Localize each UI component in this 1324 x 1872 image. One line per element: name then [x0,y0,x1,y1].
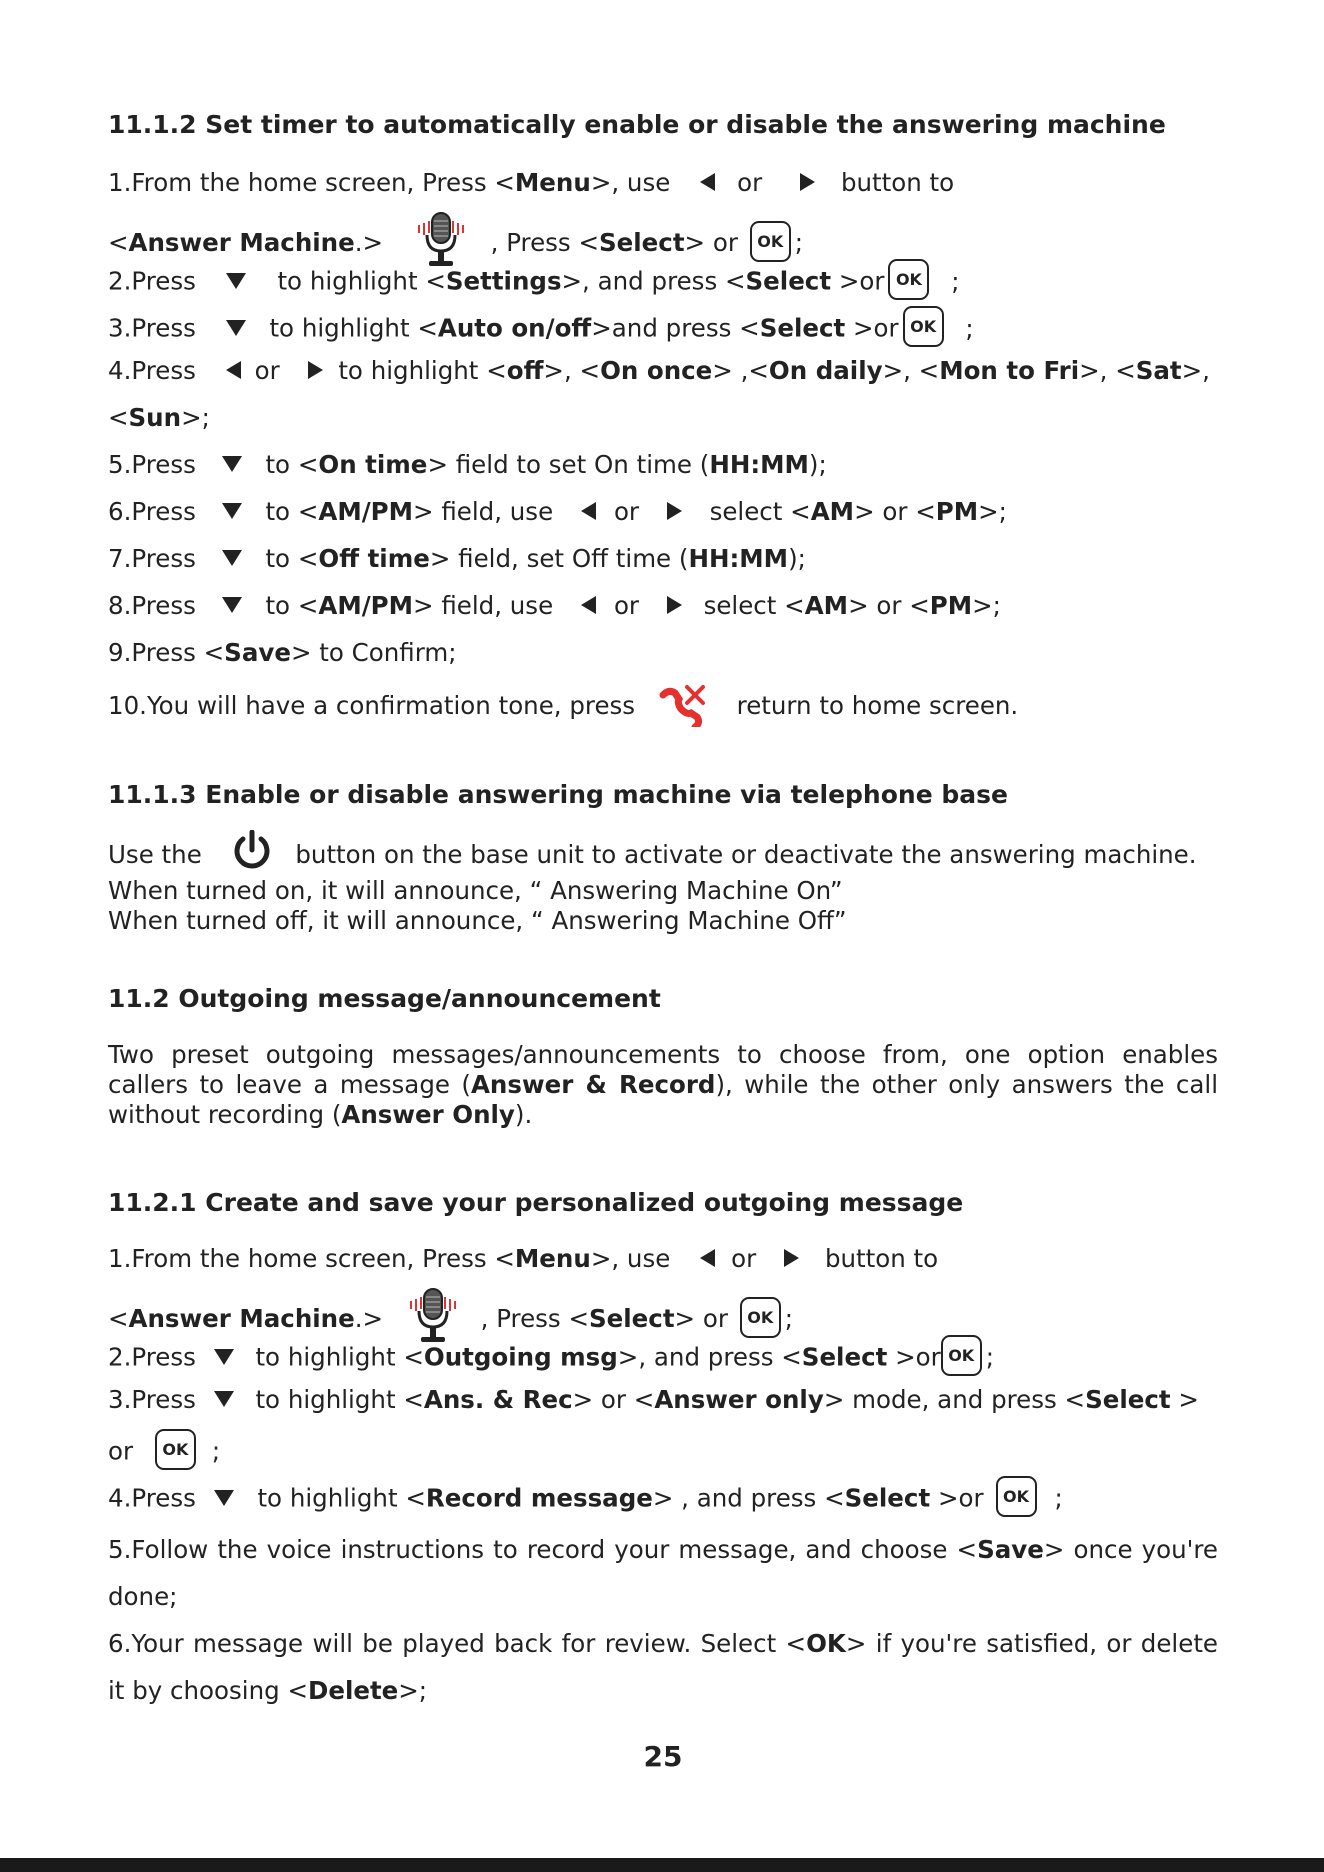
step-9: 9.Press <Save> to Confirm; [108,638,457,667]
step-8: 8.Press to <AM/PM> field, use or select <AM> or <PM>; [108,591,1001,620]
microphone-icon [405,1287,461,1345]
step-5: 5.Press to <On time> field to set On time (HH:MM); [108,450,827,479]
left-arrow-icon [581,502,596,520]
om-step-2: 2.Press to highlight <Outgoing msg>, and press <Select >or OK ; [108,1338,994,1379]
down-arrow-icon [226,320,246,336]
section-title-11-2-1: 11.2.1 Create and save your personalized outgoing message [108,1188,964,1217]
step-7: 7.Press to <Off time> field, set Off time (HH:MM); [108,544,806,573]
step-10: 10.You will have a confirmation tone, press return to home screen. [108,685,1018,729]
left-arrow-icon [700,1249,715,1267]
right-arrow-icon [667,596,682,614]
down-arrow-icon [222,597,242,613]
step-1-cont: <Answer Machine.> , Press <Select> or OK ; [108,215,803,273]
left-arrow-icon [581,596,596,614]
hang-up-phone-icon [659,683,709,727]
om-step-1-cont: <Answer Machine.> , Press <Select> or OK ; [108,1291,793,1349]
power-icon [232,830,272,870]
om-step-4: 4.Press to highlight <Record message> , and press <Select >or OK ; [108,1479,1063,1520]
ok-button-icon: OK [996,1476,1037,1517]
down-arrow-icon [222,456,242,472]
step-4-cont: <Sun>; [108,403,210,432]
section-title-11-1-2: 11.1.2 Set timer to automatically enable or disable the answering machine [108,110,1166,139]
right-arrow-icon [800,173,815,191]
step-2: 2.Press to highlight <Settings>, and press <Select >or OK ; [108,262,960,303]
down-arrow-icon [226,273,246,289]
om-step-6: 6.Your message will be played back for review. Select <OK> if you're satisfied, or delete it by choosing <Delete>; [108,1629,1218,1705]
step-3: 3.Press to highlight <Auto on/off>and press <Select >or OK ; [108,309,974,350]
om-step-3-cont: or OK ; [108,1432,220,1473]
om-step-1: 1.From the home screen, Press <Menu>, use or button to [108,1244,939,1273]
outgoing-paragraph: Two preset outgoing messages/announcements to choose from, one option enables callers to leave a message (Answer & Record), while the other only answers the call without recording (Answer Only). [108,1040,1219,1129]
base-button-paragraph: Use the button on the base unit to activate or deactivate the answering machine. When turned on, it will announce, “ Answering Machine On” When turned off, it will announce, “ Answering Machine Off” [108,836,1218,936]
om-step-5: 5.Follow the voice instructions to record your message, and choose <Save> once you're done; [108,1535,1218,1611]
section-title-11-1-3: 11.1.3 Enable or disable answering machine via telephone base [108,780,1008,809]
step-6: 6.Press to <AM/PM> field, use or select <AM> or <PM>; [108,497,1007,526]
step-1: 1.From the home screen, Press <Menu>, use or button to [108,168,955,197]
ok-button-icon: OK [941,1335,982,1376]
page-number: 25 [643,1740,683,1773]
bottom-edge-bar [0,1858,1324,1872]
down-arrow-icon [222,550,242,566]
left-arrow-icon [700,173,715,191]
ok-button-icon: OK [750,221,791,262]
down-arrow-icon [222,503,242,519]
section-title-11-2: 11.2 Outgoing message/announcement [108,984,661,1013]
ok-button-icon: OK [740,1297,781,1338]
ok-button-icon: OK [888,259,929,300]
step-4: 4.Press or to highlight <off>, <On once> ,<On daily>, <Mon to Fri>, <Sat>, [108,356,1210,385]
microphone-icon [413,211,469,269]
down-arrow-icon [214,1391,234,1407]
ok-button-icon: OK [155,1429,196,1470]
right-arrow-icon [667,502,682,520]
ok-button-icon: OK [903,306,944,347]
left-arrow-icon [226,361,241,379]
down-arrow-icon [214,1349,234,1365]
down-arrow-icon [214,1490,234,1506]
om-step-3: 3.Press to highlight <Ans. & Rec> or <Answer only> mode, and press <Select > [108,1385,1199,1414]
right-arrow-icon [308,361,323,379]
right-arrow-icon [784,1249,799,1267]
